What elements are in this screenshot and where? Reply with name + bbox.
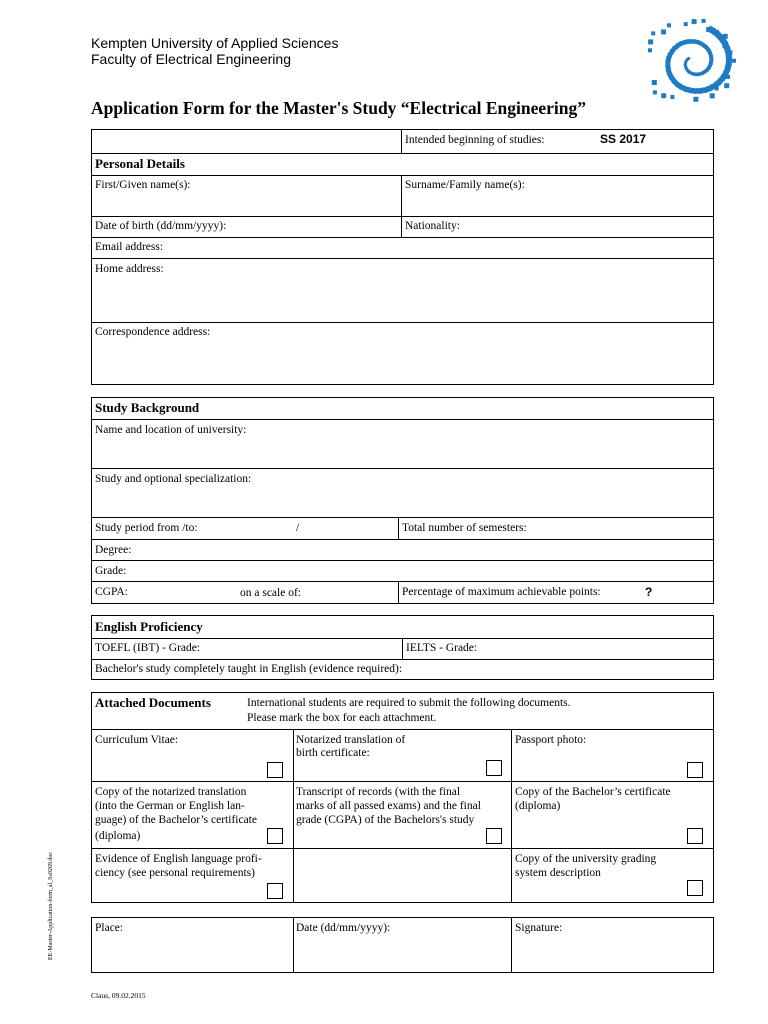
documents-note-2: Please mark the box for each attachment. — [247, 712, 437, 724]
signature-box — [91, 917, 714, 973]
logo-square — [710, 93, 715, 98]
form-title: Application Form for the Master's Study “Electrical Engineering” — [91, 98, 586, 118]
logo-square — [653, 90, 657, 94]
date-field[interactable]: Date (dd/mm/yyyy): — [296, 922, 391, 934]
logo-square — [670, 95, 674, 99]
passport-photo-checkbox[interactable] — [687, 762, 703, 778]
notarized-translation-label-1: Copy of the notarized translation — [95, 786, 247, 798]
birth-certificate-checkbox[interactable] — [486, 760, 502, 776]
nationality-field[interactable]: Nationality: — [405, 220, 460, 232]
document-filename: EE-Master-Application-form_al_Ss0269.doc — [48, 851, 54, 960]
logo-square — [667, 23, 671, 27]
notarized-translation-checkbox[interactable] — [267, 828, 283, 844]
cgpa-field[interactable]: CGPA: — [95, 586, 128, 598]
first-name-field[interactable]: First/Given name(s): — [95, 179, 191, 191]
grading-system-checkbox[interactable] — [687, 880, 703, 896]
email-field[interactable]: Email address: — [95, 241, 164, 253]
specialization-field[interactable]: Study and optional specialization: — [95, 473, 252, 485]
notarized-translation-label-2: (into the German or English lan- — [95, 800, 245, 812]
passport-photo-label: Passport photo: — [515, 734, 587, 746]
transcript-label-1: Transcript of records (with the final — [296, 786, 461, 798]
study-period-separator: / — [296, 522, 300, 534]
transcript-checkbox[interactable] — [486, 828, 502, 844]
bachelor-certificate-label-2: (diploma) — [515, 800, 561, 812]
birth-certificate-label-1: Notarized translation of — [296, 734, 406, 746]
logo-square — [684, 22, 688, 26]
logo-square — [692, 19, 697, 24]
spiral-dots-logo — [640, 18, 736, 102]
grading-system-label-1: Copy of the university grading — [515, 853, 657, 865]
semesters-field[interactable]: Total number of semesters: — [402, 522, 527, 534]
personal-details-heading: Personal Details — [95, 156, 185, 171]
correspondence-address-field[interactable]: Correspondence address: — [95, 326, 211, 338]
university-field[interactable]: Name and location of university: — [95, 424, 247, 436]
university-name: Kempten University of Applied Sciences — [91, 35, 339, 51]
signature-field[interactable]: Signature: — [515, 922, 563, 934]
logo-square — [732, 59, 736, 63]
logo-square — [648, 39, 653, 44]
ielts-field[interactable]: IELTS - Grade: — [406, 642, 478, 654]
study-period-field[interactable]: Study period from /to: — [95, 522, 198, 534]
cv-label: Curriculum Vitae: — [95, 734, 179, 746]
logo-square — [648, 48, 652, 52]
cv-checkbox[interactable] — [267, 762, 283, 778]
logo-square — [702, 19, 706, 23]
english-proficiency-heading: English Proficiency — [95, 619, 203, 634]
degree-field[interactable]: Degree: — [95, 544, 132, 556]
notarized-translation-label-4: (diploma) — [95, 830, 141, 842]
logo-square — [715, 87, 719, 91]
intended-beginning-label: Intended beginning of studies: — [405, 134, 545, 146]
place-field[interactable]: Place: — [95, 922, 124, 934]
logo-square — [661, 29, 666, 34]
english-evidence-label-2: ciency (see personal requirements) — [95, 867, 255, 879]
logo-square — [652, 80, 657, 85]
percentage-field[interactable]: Percentage of maximum achievable points: — [402, 586, 601, 598]
english-evidence-checkbox[interactable] — [267, 883, 283, 899]
logo-square — [724, 83, 729, 88]
logo-square — [693, 97, 698, 102]
logo-square — [726, 75, 730, 79]
footer-author: Claus, 09.02.2015 — [91, 991, 146, 1000]
notarized-translation-label-3: guage) of the Bachelor’s certificate — [95, 814, 257, 826]
attached-documents-heading: Attached Documents — [95, 695, 211, 710]
documents-note-1: International students are required to submit the following documents. — [247, 697, 571, 709]
logo-square — [727, 50, 732, 55]
transcript-label-3: grade (CGPA) of the Bachelors's study — [296, 814, 475, 826]
transcript-label-2: marks of all passed exams) and the final — [296, 800, 481, 812]
english-evidence-label-1: Evidence of English language profi- — [95, 853, 262, 865]
logo-square — [715, 30, 719, 34]
logo-square — [725, 66, 730, 71]
home-address-field[interactable]: Home address: — [95, 263, 164, 275]
bachelor-certificate-label-1: Copy of the Bachelor’s certificate — [515, 786, 671, 798]
toefl-field[interactable]: TOEFL (IBT) - Grade: — [95, 642, 201, 654]
faculty-name: Faculty of Electrical Engineering — [91, 51, 291, 67]
intended-beginning-value[interactable]: SS 2017 — [600, 132, 647, 146]
birth-certificate-label-2: birth certificate: — [296, 747, 370, 759]
bachelor-certificate-checkbox[interactable] — [687, 828, 703, 844]
scale-field[interactable]: on a scale of: — [240, 587, 301, 599]
logo-square — [722, 44, 726, 48]
logo-square — [706, 27, 711, 32]
grading-system-label-2: system description — [515, 867, 601, 879]
study-background-heading: Study Background — [95, 400, 200, 415]
surname-field[interactable]: Surname/Family name(s): — [405, 179, 525, 191]
date-of-birth-field[interactable]: Date of birth (dd/mm/yyyy): — [95, 220, 227, 232]
logo-square — [651, 31, 655, 35]
grade-field[interactable]: Grade: — [95, 565, 127, 577]
logo-square — [661, 93, 666, 98]
logo-square — [723, 34, 728, 39]
percentage-value: ? — [645, 585, 653, 599]
bachelor-english-field[interactable]: Bachelor's study completely taught in English (evidence required): — [95, 663, 403, 675]
